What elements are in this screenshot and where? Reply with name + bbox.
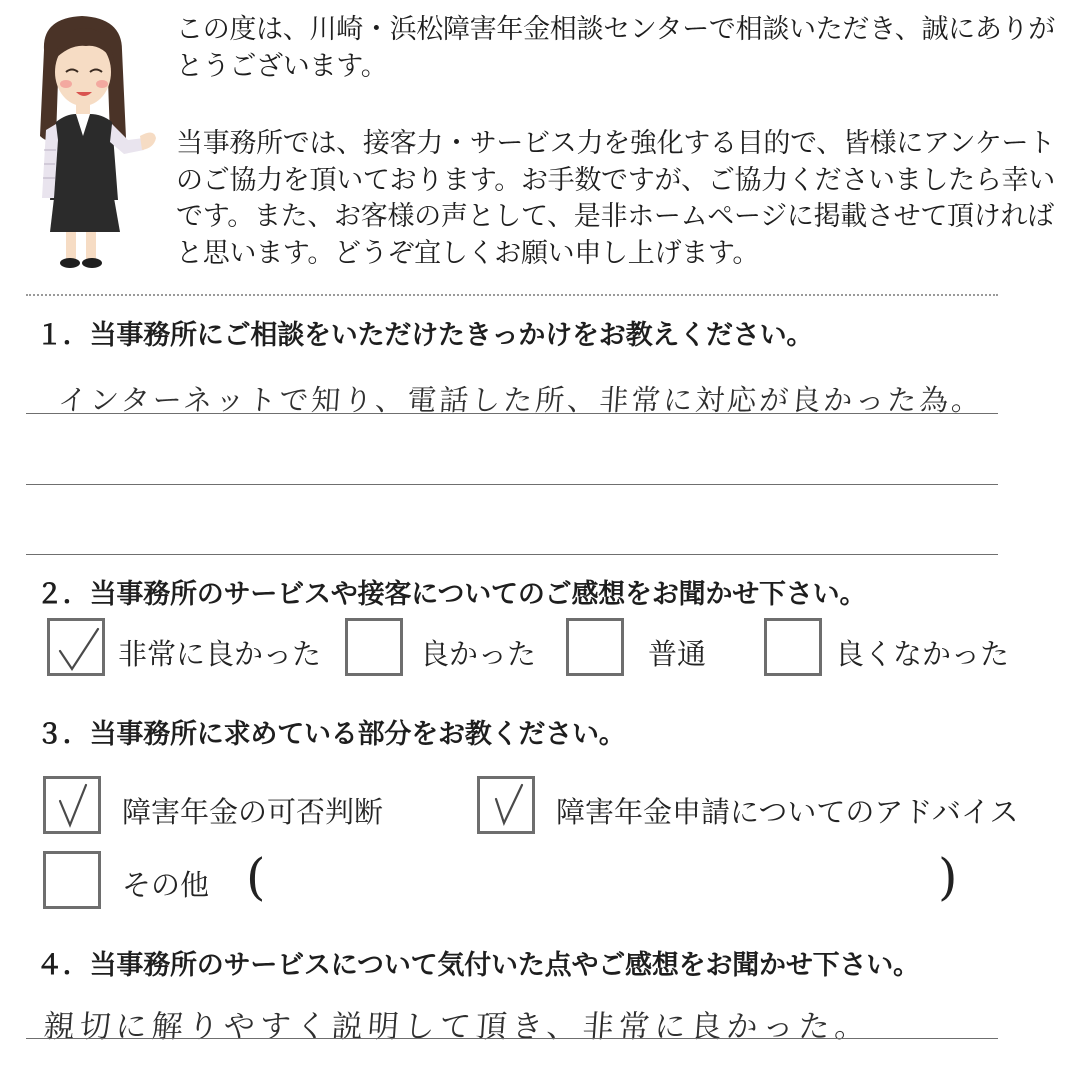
q2-option-4-checkbox[interactable] bbox=[764, 618, 822, 676]
check-mark-icon bbox=[46, 779, 104, 837]
q3-option-1-checkbox[interactable] bbox=[43, 776, 101, 834]
other-paren-open: ( bbox=[246, 848, 266, 906]
answer-line-3 bbox=[26, 554, 998, 555]
question-2-label: ２．当事務所のサービスや接客についてのご感想をお聞かせ下さい。 bbox=[36, 579, 867, 610]
question-1-answer: インターネットで知り、電話した所、非常に対応が良かった為。 bbox=[56, 383, 985, 417]
q2-option-1-checkbox[interactable] bbox=[47, 618, 105, 676]
q3-option-3-label: その他 bbox=[122, 868, 210, 902]
question-3-label: ３．当事務所に求めている部分をお教ください。 bbox=[36, 719, 626, 750]
section-divider bbox=[26, 294, 998, 296]
check-mark-icon bbox=[50, 621, 108, 679]
q2-option-1-label: 非常に良かった bbox=[118, 637, 322, 671]
q3-option-2-checkbox[interactable] bbox=[477, 776, 535, 834]
q2-option-3-label: 普通 bbox=[648, 637, 707, 671]
q2-option-3-checkbox[interactable] bbox=[566, 618, 624, 676]
question-1-label: １．当事務所にご相談をいただけたきっかけをお教えください。 bbox=[36, 320, 814, 351]
check-mark-icon bbox=[480, 779, 538, 837]
q3-option-1-label: 障害年金の可否判断 bbox=[122, 795, 384, 829]
question-4-label: ４．当事務所のサービスについて気付いた点やご感想をお聞かせ下さい。 bbox=[36, 950, 920, 981]
answer-line-1 bbox=[26, 413, 998, 414]
answer-line-4 bbox=[26, 1038, 998, 1039]
q3-option-3-checkbox[interactable] bbox=[43, 851, 101, 909]
q2-option-4-label: 良くなかった bbox=[835, 637, 1010, 671]
intro-paragraph-1: この度は、川崎・浜松障害年金相談センターで相談いただき、誠にありがとうございます。 bbox=[176, 14, 1055, 82]
q2-option-2-checkbox[interactable] bbox=[345, 618, 403, 676]
question-4-answer: 親切に解りやすく説明して頂き、非常に良かった。 bbox=[42, 1009, 872, 1045]
answer-line-2 bbox=[26, 484, 998, 485]
q3-option-2-label: 障害年金申請についてのアドバイス bbox=[556, 795, 1019, 829]
other-paren-close: ) bbox=[938, 848, 958, 906]
q2-option-2-label: 良かった bbox=[420, 637, 537, 671]
receptionist-illustration bbox=[22, 10, 162, 272]
intro-paragraph-2: 当事務所では、接客力・サービス力を強化する目的で、皆様にアンケートのご協力を頂いております。お手数ですが、ご協力くださいましたら幸いです。また、お客様の声として、是非ホームページに掲載させて頂ければと思います。どうぞ宜しくお願い申し上げます。 bbox=[176, 128, 1055, 269]
